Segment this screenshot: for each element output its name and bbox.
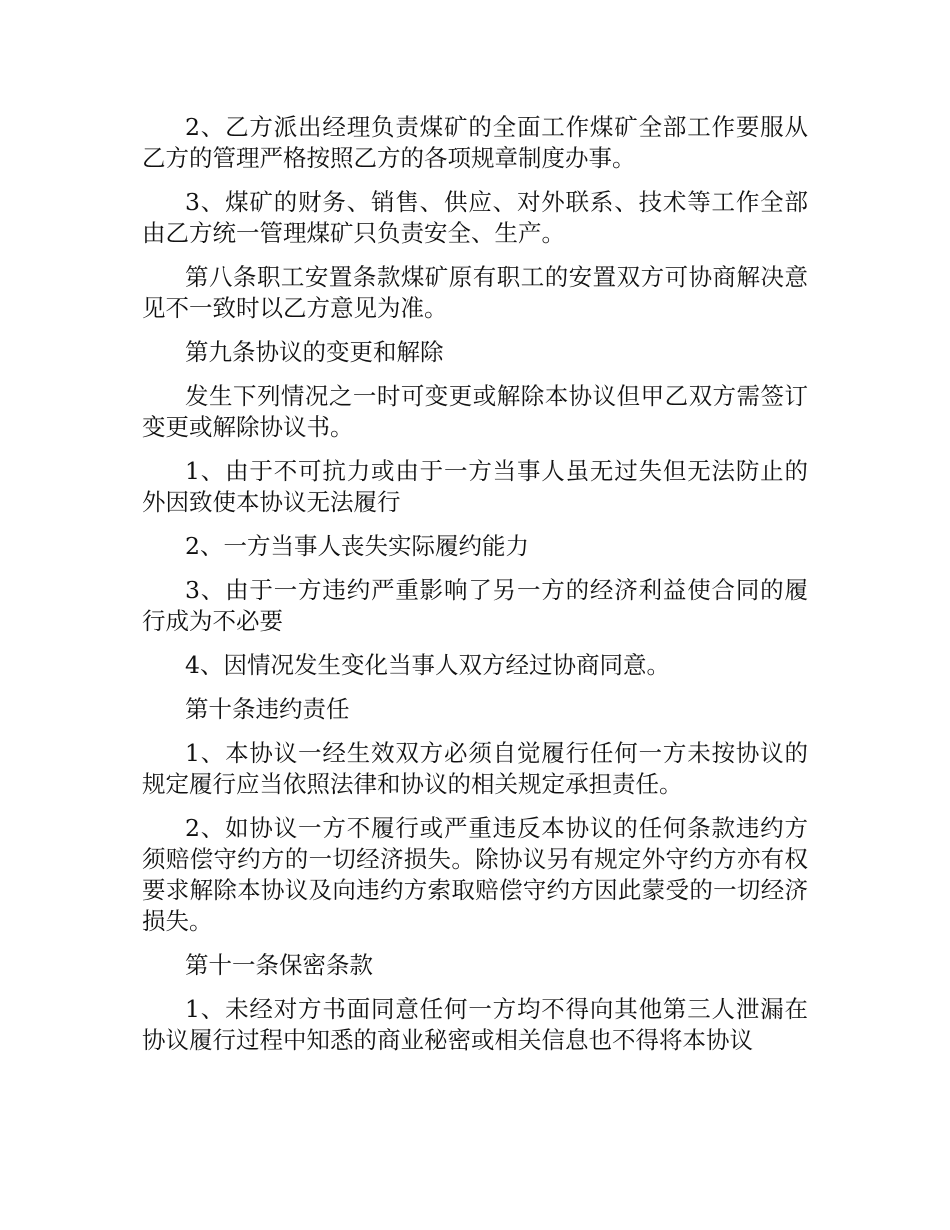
clause-7-item-2: 2、乙方派出经理负责煤矿的全面工作煤矿全部工作要服从乙方的管理严格按照乙方的各项规章制度办事。 bbox=[142, 113, 808, 172]
clause-9-intro: 发生下列情况之一时可变更或解除本协议但甲乙双方需签订变更或解除协议书。 bbox=[142, 382, 808, 441]
clause-10-item-1: 1、本协议一经生效双方必须自觉履行任何一方未按协议的规定履行应当依照法律和协议的相关规定承担责任。 bbox=[142, 739, 808, 798]
clause-9-heading: 第九条协议的变更和解除 bbox=[185, 338, 444, 366]
clause-9-item-2: 2、一方当事人丧失实际履约能力 bbox=[185, 532, 529, 560]
clause-9-item-3: 3、由于一方违约严重影响了另一方的经济利益使合同的履行成为不必要 bbox=[142, 576, 808, 635]
clause-10-item-2: 2、如协议一方不履行或严重违反本协议的任何条款违约方须赔偿守约方的一切经济损失。除协议另有规定外守约方亦有权要求解除本协议及向违约方索取赔偿守约方因此蒙受的一切经济损失。 bbox=[142, 814, 808, 935]
clause-11-heading: 第十一条保密条款 bbox=[185, 951, 373, 979]
clause-8-staff-placement: 第八条职工安置条款煤矿原有职工的安置双方可协商解决意见不一致时以乙方意见为准。 bbox=[142, 263, 808, 322]
document-page bbox=[142, 112, 808, 1069]
clause-9-item-1: 1、由于不可抗力或由于一方当事人虽无过失但无法防止的外因致使本协议无法履行 bbox=[142, 457, 808, 516]
clause-11-item-1: 1、未经对方书面同意任何一方均不得向其他第三人泄漏在协议履行过程中知悉的商业秘密或相关信息也不得将本协议 bbox=[142, 995, 808, 1054]
clause-7-item-3: 3、煤矿的财务、销售、供应、对外联系、技术等工作全部由乙方统一管理煤矿只负责安全、生产。 bbox=[142, 188, 808, 247]
clause-10-heading: 第十条违约责任 bbox=[185, 695, 350, 723]
clause-9-item-4: 4、因情况发生变化当事人双方经过协商同意。 bbox=[185, 651, 670, 679]
